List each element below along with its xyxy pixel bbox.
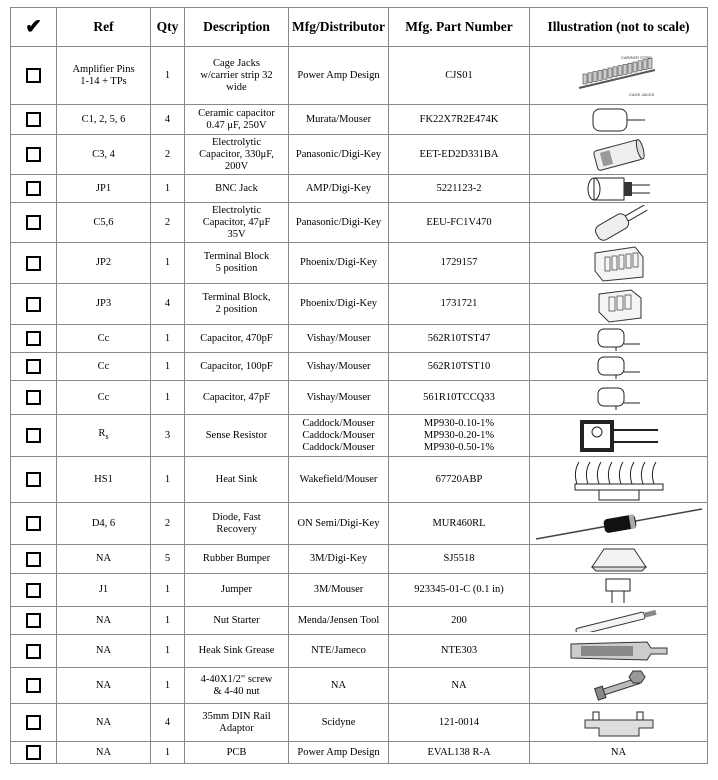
illustration-cell [530,668,708,704]
checkbox[interactable] [11,607,57,635]
checkbox[interactable] [11,203,57,243]
table-row [11,47,708,105]
qty-cell: 2 [151,203,185,243]
checkbox[interactable] [11,574,57,607]
part-number-cell: 1729157 [389,243,530,284]
qty-cell: 1 [151,175,185,203]
part-number-cell: FK22X7R2E474K [389,105,530,135]
ref-cell: NA [57,668,151,704]
qty-cell: 5 [151,545,185,574]
illustration-cell [530,203,708,243]
screw-nut-illustration [532,669,705,703]
description-cell: 4-40X1/2" screw & 4-40 nut [185,668,289,704]
ref-cell: Cc [57,325,151,353]
diode-illustration [532,505,705,543]
part-number-cell: 5221123-2 [389,175,530,203]
mfg-cell: Caddock/Mouser Caddock/Mouser Caddock/Mouser [289,415,389,457]
illustration-cell [530,353,708,381]
checkbox[interactable] [26,428,41,443]
mfg-cell: Panasonic/Digi-Key [289,203,389,243]
checkbox[interactable] [11,325,57,353]
illustration-cell [530,243,708,284]
mfg-cell: 3M/Digi-Key [289,545,389,574]
mfg-cell: Panasonic/Digi-Key [289,135,389,175]
disc-capacitor-illustration [532,354,705,380]
part-number-cell: EEU-FC1V470 [389,203,530,243]
part-number-cell: MUR460RL [389,503,530,545]
table-row [11,203,708,243]
mfg-cell: NA [289,668,389,704]
description-cell: Diode, Fast Recovery [185,503,289,545]
illustration-cell [530,415,708,457]
power-resistor-illustration [532,416,705,456]
table-row [11,325,708,353]
qty-cell: 3 [151,415,185,457]
ref-cell: JP3 [57,284,151,325]
qty-cell: 1 [151,635,185,668]
illustration-cell [530,704,708,742]
snap-in-capacitor-illustration [532,137,705,173]
mfg-cell: Vishay/Mouser [289,353,389,381]
checkbox[interactable] [26,472,41,487]
checkbox[interactable] [26,359,41,374]
description-cell: Electrolytic Capacitor, 47μF 35V [185,203,289,243]
checkbox[interactable] [26,112,41,127]
illustration-column-header: Illustration (not to scale) [530,8,708,47]
qty-column-header: Qty [151,8,185,47]
checkbox[interactable] [11,545,57,574]
part-number-cell: 923345-01-C (0.1 in) [389,574,530,607]
checkbox[interactable] [26,552,41,567]
mfg-cell: ON Semi/Digi-Key [289,503,389,545]
table-row [11,457,708,503]
table-row [11,381,708,415]
ref-cell: C3, 4 [57,135,151,175]
cage-jacks-illustration [532,52,705,100]
ref-cell: Cc [57,381,151,415]
qty-cell: 1 [151,668,185,704]
table-row [11,415,708,457]
grease-tube-illustration [532,638,705,664]
checkbox[interactable] [26,678,41,693]
mfg-cell: Power Amp Design [289,742,389,764]
heat-sink-illustration [532,458,705,502]
checkbox[interactable] [11,135,57,175]
table-row [11,545,708,574]
ref-cell: J1 [57,574,151,607]
qty-cell: 2 [151,503,185,545]
table-row [11,135,708,175]
table-row [11,503,708,545]
checkbox[interactable] [26,644,41,659]
qty-cell: 1 [151,47,185,105]
header-row [11,8,708,47]
checkbox[interactable] [11,353,57,381]
part-number-cell: 200 [389,607,530,635]
checkbox[interactable] [26,715,41,730]
din-rail-illustration [532,706,705,740]
jumper-illustration [532,575,705,605]
terminal-block-5-illustration [532,243,705,283]
mfg-cell: Vishay/Mouser [289,381,389,415]
description-cell: Capacitor, 470pF [185,325,289,353]
table-row [11,607,708,635]
checkbox[interactable] [26,613,41,628]
ref-cell: JP1 [57,175,151,203]
ref-cell: C5,6 [57,203,151,243]
checkbox[interactable] [11,243,57,284]
checkbox[interactable] [11,704,57,742]
mfg-cell: Phoenix/Digi-Key [289,284,389,325]
illustration-cell [530,381,708,415]
illustration-cell [530,105,708,135]
description-cell: Terminal Block, 2 position [185,284,289,325]
ref-cell: C1, 2, 5, 6 [57,105,151,135]
disc-capacitor-illustration [532,385,705,411]
cage-jacks-label: CAGE JACKS [628,91,654,97]
ceramic-capacitor-illustration [532,106,705,134]
disc-capacitor-illustration [532,326,705,352]
ref-cell: NA [57,635,151,668]
checkbox[interactable] [26,745,41,760]
checkbox[interactable] [11,415,57,457]
checkbox[interactable] [11,668,57,704]
ref-cell: Amplifier Pins 1-14 + TPs [57,47,151,105]
illustration-cell [530,607,708,635]
illustration-cell [530,503,708,545]
description-cell: 35mm DIN Rail Adaptor [185,704,289,742]
illustration-cell [530,175,708,203]
terminal-block-2-illustration [532,284,705,324]
mfg-cell: NTE/Jameco [289,635,389,668]
checkbox[interactable] [26,583,41,598]
table-row [11,742,708,764]
illustration-cell: NA [530,742,708,764]
ref-column-header: Ref [57,8,151,47]
illustration-cell [530,135,708,175]
description-cell: PCB [185,742,289,764]
description-column-header: Description [185,8,289,47]
parts-list-table [10,7,708,764]
description-cell: Rubber Bumper [185,545,289,574]
part-number-cell: 67720ABP [389,457,530,503]
part-number-cell: MP930-0.10-1% MP930-0.20-1% MP930-0.50-1% [389,415,530,457]
checkbox[interactable] [11,105,57,135]
part-number-cell: 561R10TCCQ33 [389,381,530,415]
ref-cell: $R_s$ [57,415,151,457]
mfg-cell: Phoenix/Digi-Key [289,243,389,284]
illustration-cell [530,284,708,325]
qty-cell: 2 [151,135,185,175]
radial-capacitor-illustration [532,205,705,241]
checkbox[interactable] [26,297,41,312]
table-row [11,243,708,284]
illustration-cell [530,545,708,574]
part-number-cell: NA [389,668,530,704]
table-row [11,175,708,203]
checkbox[interactable] [11,284,57,325]
checkbox[interactable] [11,47,57,105]
table-row [11,574,708,607]
ref-cell: NA [57,704,151,742]
checkbox[interactable] [26,147,41,162]
description-cell: Terminal Block 5 position [185,243,289,284]
qty-cell: 1 [151,574,185,607]
ref-cell: D4, 6 [57,503,151,545]
checkbox[interactable] [26,390,41,405]
illustration-cell [530,325,708,353]
checkbox[interactable] [26,516,41,531]
checkbox[interactable] [11,635,57,668]
qty-cell: 1 [151,607,185,635]
qty-cell: 1 [151,243,185,284]
qty-cell: 4 [151,105,185,135]
description-cell: Sense Resistor [185,415,289,457]
description-cell: Capacitor, 47pF [185,381,289,415]
mfg-cell: Menda/Jensen Tool [289,607,389,635]
checkbox[interactable] [26,181,41,196]
checkbox[interactable] [11,503,57,545]
description-cell: Heak Sink Grease [185,635,289,668]
part-number-cell: NTE303 [389,635,530,668]
mfg-cell: Wakefield/Mouser [289,457,389,503]
checkbox[interactable] [11,381,57,415]
part-number-cell: 562R10TST10 [389,353,530,381]
part-number-cell: EVAL138 R-A [389,742,530,764]
mfg-cell: 3M/Mouser [289,574,389,607]
table-row [11,668,708,704]
mfg-column-header: Mfg/Distributor [289,8,389,47]
description-cell: Jumper [185,574,289,607]
ref-cell: JP2 [57,243,151,284]
description-cell: Capacitor, 100pF [185,353,289,381]
description-cell: BNC Jack [185,175,289,203]
part-number-cell: CJS01 [389,47,530,105]
checkbox[interactable] [26,215,41,230]
qty-cell: 1 [151,457,185,503]
table-row [11,353,708,381]
description-cell: Electrolytic Capacitor, 330μF, 200V [185,135,289,175]
part-number-cell: 1731721 [389,284,530,325]
description-cell: Heat Sink [185,457,289,503]
ref-cell: NA [57,545,151,574]
description-cell: Cage Jacks w/carrier strip 32 wide [185,47,289,105]
qty-cell: 1 [151,353,185,381]
illustration-cell [530,574,708,607]
bnc-jack-illustration [532,176,705,202]
ref-cell: NA [57,742,151,764]
table-row [11,105,708,135]
nut-starter-illustration [532,610,705,632]
qty-cell: 4 [151,704,185,742]
part-number-cell: 121-0014 [389,704,530,742]
checkbox[interactable] [26,68,41,83]
table-row [11,704,708,742]
illustration-cell [530,47,708,105]
carrier-strip-label: CARRIER STRIP [620,54,652,60]
checkbox[interactable] [11,175,57,203]
mfg-cell: AMP/Digi-Key [289,175,389,203]
illustration-cell [530,635,708,668]
mfg-cell: Murata/Mouser [289,105,389,135]
ref-cell: Cc [57,353,151,381]
description-cell: Ceramic capacitor 0.47 μF, 250V [185,105,289,135]
description-cell: Nut Starter [185,607,289,635]
check-column-header: ✔ [11,8,57,47]
qty-cell: 1 [151,325,185,353]
mfg-cell: Power Amp Design [289,47,389,105]
table-row [11,284,708,325]
checkbox[interactable] [26,331,41,346]
qty-cell: 4 [151,284,185,325]
ref-cell: HS1 [57,457,151,503]
checkbox[interactable] [26,256,41,271]
illustration-cell [530,457,708,503]
mfg-cell: Vishay/Mouser [289,325,389,353]
checkbox[interactable] [11,457,57,503]
part-number-cell: 562R10TST47 [389,325,530,353]
qty-cell: 1 [151,742,185,764]
ref-cell: NA [57,607,151,635]
part-number-cell: SJ5518 [389,545,530,574]
rubber-bumper-illustration [532,545,705,573]
checkbox[interactable] [11,742,57,764]
qty-cell: 1 [151,381,185,415]
part-number-cell: EET-ED2D331BA [389,135,530,175]
mfg-cell: Scidyne [289,704,389,742]
table-row [11,635,708,668]
part-number-column-header: Mfg. Part Number [389,8,530,47]
